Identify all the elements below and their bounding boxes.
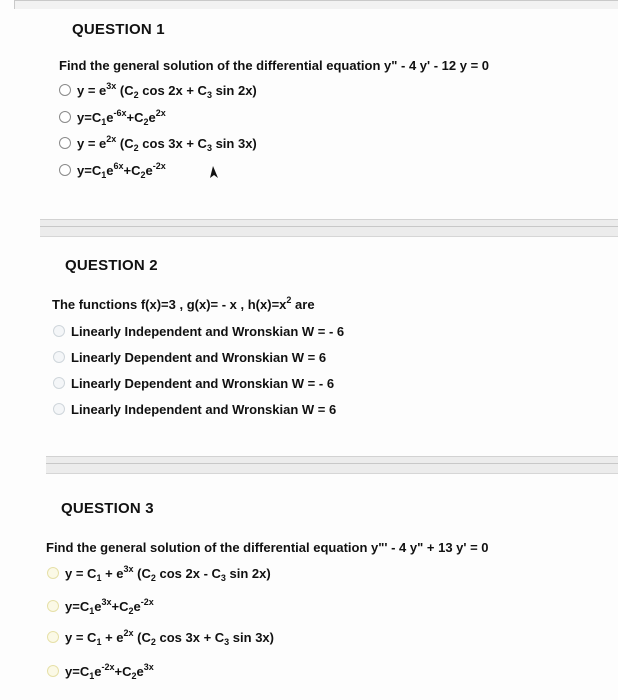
q2-option-2[interactable] xyxy=(53,347,326,367)
option-label: $y = C_1 + e^{2x}$ ($C_2$ $\cos 3x + C_3$ sin 3x) xyxy=(65,627,274,647)
q3-option-3[interactable] xyxy=(47,627,274,647)
radio-button[interactable] xyxy=(53,351,65,363)
radio-button[interactable] xyxy=(59,137,71,149)
q1-option-1[interactable] xyxy=(59,80,257,100)
q3-option-4[interactable] xyxy=(47,661,154,681)
option-label: $y=C_1e^{6x}+C_2e^{-2x}$ xyxy=(77,160,166,180)
option-label: $y=C_1e^{3x}+C_2e^{-2x}$ xyxy=(65,596,154,616)
question-3-prompt: Find the general solution of the differential equation y"' - 4 y" + 13 y' = 0 xyxy=(46,540,489,555)
q1-option-4[interactable] xyxy=(59,160,166,180)
question-separator xyxy=(46,456,618,474)
radio-button[interactable] xyxy=(47,631,59,643)
q3-option-2[interactable] xyxy=(47,596,154,616)
question-3-title: QUESTION 3 xyxy=(61,500,154,517)
radio-button[interactable] xyxy=(47,600,59,612)
question-1-top-border xyxy=(14,0,618,9)
q1-option-3[interactable] xyxy=(59,133,257,153)
option-label: Linearly Dependent and Wronskian W = - 6 xyxy=(71,375,335,391)
option-label: $y = C_1 + e^{3x}$ ($C_2$ $\cos 2x - C_3$ sin 2x) xyxy=(65,563,271,583)
question-1-title: QUESTION 1 xyxy=(72,21,165,38)
radio-button[interactable] xyxy=(53,377,65,389)
option-label: Linearly Dependent and Wronskian W = 6 xyxy=(71,349,327,365)
option-label: $y=C_1e^{-2x}+C_2e^{3x}$ xyxy=(65,661,154,681)
option-label: $y=C_1e^{-6x}+C_2e^{2x}$ xyxy=(77,107,166,127)
radio-button[interactable] xyxy=(59,164,71,176)
q3-option-1[interactable] xyxy=(47,563,271,583)
question-1-prompt: Find the general solution of the differential equation y" - 4 y' - 12 y = 0 xyxy=(59,58,490,73)
question-separator xyxy=(40,219,618,237)
option-label: $y = e^{2x}$ ($C_2$ $\cos 3x + C_3$ sin 3x) xyxy=(77,133,257,153)
radio-button[interactable] xyxy=(47,665,59,677)
option-label: Linearly Independent and Wronskian W = - 6 xyxy=(71,323,345,339)
question-2-prompt: The functions f(x)=3 , g(x)= - x , $h(x)=x^2$ are xyxy=(52,295,315,312)
radio-button[interactable] xyxy=(53,403,65,415)
radio-button[interactable] xyxy=(53,325,65,337)
option-label: Linearly Independent and Wronskian W = 6 xyxy=(71,401,337,417)
q2-option-3[interactable] xyxy=(53,373,334,393)
q2-option-4[interactable] xyxy=(53,399,336,419)
q2-option-1[interactable] xyxy=(53,321,344,341)
question-2-title: QUESTION 2 xyxy=(65,257,158,274)
radio-button[interactable] xyxy=(59,111,71,123)
option-label: $y = e^{3x}$ ($C_2$ $\cos 2x + C_3$ sin 2x) xyxy=(77,80,257,100)
mouse-cursor-icon xyxy=(208,166,220,180)
radio-button[interactable] xyxy=(59,84,71,96)
radio-button[interactable] xyxy=(47,567,59,579)
q1-option-2[interactable] xyxy=(59,107,166,127)
